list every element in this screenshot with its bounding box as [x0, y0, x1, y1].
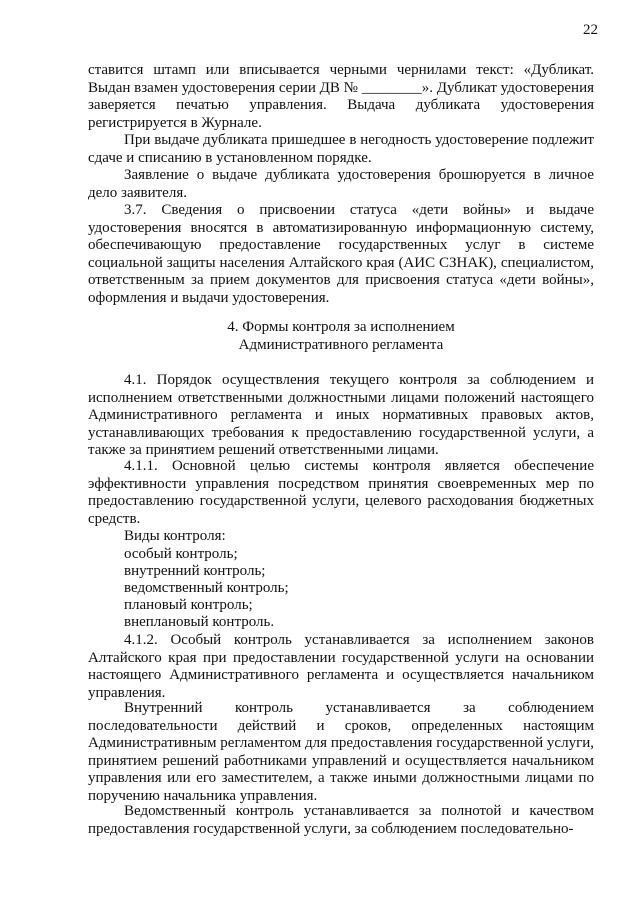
paragraph-4-1-1: 4.1.1. Основной целью системы контроля является обеспечение эффективности управления посредством принятия своевременных мер по предоставлению государственной услуги, целевого расходования бюджетных средств.	[88, 458, 594, 527]
list-item: особый контроль;	[124, 546, 238, 562]
paragraph-departmental-control: Ведомственный контроль устанавливается за полнотой и качеством предоставления государственной услуги, за соблюдением последовательно-	[88, 803, 594, 837]
paragraph-duplicate-application: Заявление о выдаче дубликата удостоверения брошюруется в личное дело заявителя.	[88, 167, 594, 201]
list-item: внутренний контроль;	[124, 563, 266, 579]
section-heading-line1: 4. Формы контроля за исполнением	[227, 319, 455, 335]
control-types-title: Виды контроля:	[124, 528, 226, 544]
list-item: ведомственный контроль;	[124, 580, 289, 596]
paragraph-4-1-2: 4.1.2. Особый контроль устанавливается за исполнением законов Алтайского края при предоставлении государственной услуги на основании настоящего Административного регламента и осуществляется начальником управления.	[88, 632, 594, 701]
paragraph-duplicate-invalid: При выдаче дубликата пришедшее в негодность удостоверение подлежит сдаче и списанию в установленном порядке.	[88, 132, 594, 166]
paragraph-duplicate-stamp: ставится штамп или вписывается черными чернилами текст: «Дубликат. Выдан взамен удостоверения серии ДВ № ________». Дубликат удостоверения заверяется печатью управления. Выдача дубликата удостоверения регистрируется в Журнале.	[88, 62, 594, 131]
paragraph-3-7: 3.7. Сведения о присвоении статуса «дети войны» и выдаче удостоверения вносятся в автоматизированную информационную систему, обеспечивающую предоставление государственных услуг в системе социальной защиты населения Алтайского края (АИС СЗНАК), специалистом, ответственным за прием документов для присвоения статуса «дети войны», оформления и выдачи удостоверения.	[88, 202, 594, 306]
section-heading	[88, 318, 594, 354]
page-number: 22	[583, 22, 598, 38]
paragraph-internal-control: Внутренний контроль устанавливается за соблюдением последовательности действий и сроков, определенных настоящим Административным регламентом для предоставления государственной услуги, принятием решений работниками управлений и осуществляется начальником управления или его заместителем, а также иными должностными лицами по поручению начальника управления.	[88, 700, 594, 804]
paragraph-4-1: 4.1. Порядок осуществления текущего контроля за соблюдением и исполнением ответственными должностными лицами положений настоящего Административного регламента и иных нормативных правовых актов, устанавливающих требования к предоставлению государственной услуги, а также за принятием решений ответственными лицами.	[88, 372, 594, 458]
section-heading-line2: Административного регламента	[238, 337, 444, 353]
list-item: плановый контроль;	[124, 597, 253, 613]
list-item: внеплановый контроль.	[124, 614, 275, 630]
